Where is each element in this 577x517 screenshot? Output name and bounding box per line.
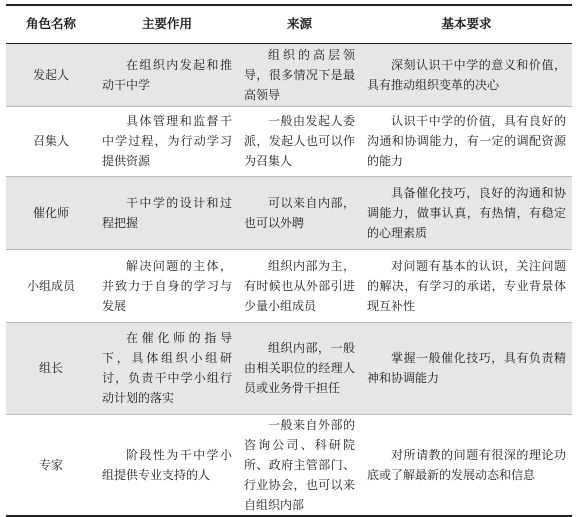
role-source: 一般由发起人委派，发起人也可以作为召集人: [244, 114, 355, 168]
roles-table: [6, 4, 572, 517]
role-function: 阶段性为干中学小组提供专业支持的人: [102, 447, 232, 482]
role-name: 组长: [38, 361, 63, 375]
header-row: [6, 5, 572, 43]
table-header: [6, 5, 572, 43]
role-name: 小组成员: [26, 278, 75, 293]
role-function: 解决问题的主体，并致力于自身的学习与发展: [102, 258, 232, 313]
role-function: 在催化师的指导下，具体组织小组研讨，负责干中学小组行动计划的落实: [102, 331, 232, 405]
header-function: 主要作用: [141, 16, 192, 32]
role-requirement: 掌握一般催化技巧，具有负责精神和协调能力: [367, 351, 566, 385]
role-function: 在组织内发起和推动干中学: [102, 57, 232, 92]
table-row: [6, 176, 572, 249]
role-function: 具体管理和监督干中学过程，为行动学习提供资源: [102, 114, 232, 168]
table-row: [6, 249, 572, 322]
role-source: 组织的高层领导，很多情况下是最高领导: [244, 47, 355, 102]
role-requirement: 深刻认识干中学的意义和价值，具有推动组织变革的决心: [367, 57, 566, 92]
role-requirement: 具备催化技巧，良好的沟通和协调能力，做事认真，有热情，有稳定的心理素质: [367, 185, 566, 240]
table-row: [6, 414, 572, 516]
role-name: 召集人: [32, 134, 69, 148]
role-function: 干中学的设计和过程把握: [102, 195, 232, 230]
role-requirement: 对所请教的问题有很深的理论功底或了解最新的发展动态和信息: [367, 447, 566, 482]
table-row: [6, 106, 572, 176]
role-requirement: 认识干中学的价值，具有良好的沟通和协调能力，有一定的调配资源的能力: [367, 114, 566, 168]
table-row: [6, 43, 572, 106]
role-source: 一般来自外部的咨询公司、科研院所、政府主管部门、行业协会，也可以来自组织内部: [244, 417, 355, 512]
role-source: 组织内部，一般由相关职位的经理人员或业务骨干担任: [244, 341, 355, 395]
table-row: [6, 322, 572, 414]
role-requirement: 对问题有基本的认识，关注问题的解决，有学习的承诺，专业背景体现互补性: [367, 258, 566, 313]
role-name: 发起人: [32, 67, 69, 82]
role-name: 催化师: [32, 205, 69, 220]
header-role: 角色名称: [25, 16, 76, 32]
role-source: 可以来自内部，也可以外聘: [244, 195, 355, 230]
role-source: 组织内部为主，有时候也从外部引进少量小组成员: [244, 258, 355, 313]
header-source: 来源: [286, 16, 312, 32]
table-body: [6, 43, 572, 516]
header-requirement: 基本要求: [441, 16, 492, 32]
role-name: 专家: [38, 457, 63, 472]
